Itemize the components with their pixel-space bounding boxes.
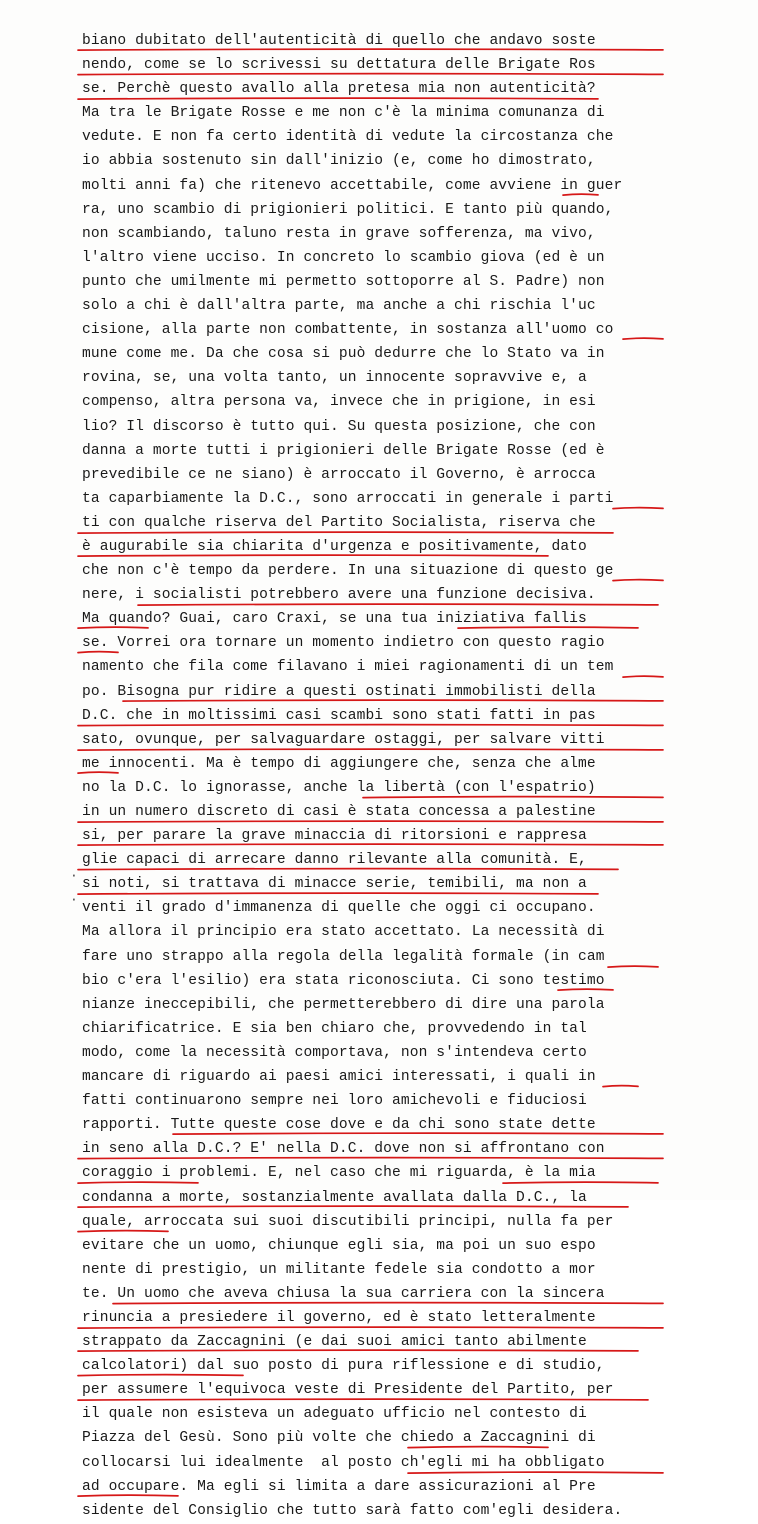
text-line: cisione, alla parte non combattente, in sostanza all'uomo co: [82, 319, 672, 343]
underline-stroke: [408, 1472, 663, 1473]
text-line: po. Bisogna pur ridire a questi ostinati immobilisti della: [82, 681, 672, 705]
underline-stroke: [563, 194, 598, 195]
text-line: fare uno strappo alla regola della legalità formale (in cam: [82, 946, 672, 970]
red-underline: [78, 825, 678, 849]
text-line: mancare di riguardo ai paesi amici interessati, i quali in: [82, 1066, 672, 1090]
letter-body: [82, 30, 672, 1524]
underline-stroke: [78, 627, 148, 628]
text-line: vedute. E non fa certo identità di vedute la circostanza che: [82, 129, 614, 146]
text-line: il quale non esisteva un adeguato ufficio nel contesto di: [82, 1406, 587, 1423]
red-underline: [78, 1187, 678, 1211]
text-line: rovina, se, una volta tanto, un innocente sopravvive e, a: [82, 370, 587, 387]
text-line: nere, i socialisti potrebbero avere una funzione decisiva.: [82, 584, 672, 608]
underline-stroke: [608, 966, 658, 967]
text-line: mune come me. Da che cosa si può dedurre che lo Stato va in: [82, 346, 605, 363]
text-line: evitare che un uomo, chiunque egli sia, ma poi un suo espo: [82, 1237, 596, 1254]
underline-stroke: [458, 627, 638, 628]
underline-stroke: [623, 338, 663, 339]
text-line: collocarsi lui idealmente al posto ch'egli mi ha obbligato: [82, 1452, 672, 1476]
underline-stroke: [78, 74, 663, 75]
red-underline: [78, 1066, 678, 1090]
text-line: ad occupare. Ma egli si limita a dare assicurazioni al Pre: [82, 1476, 672, 1500]
underline-stroke: [78, 844, 663, 845]
text-line: prevedibile ce ne siano) è arroccato il Governo, è arrocca: [82, 466, 596, 483]
text-line: venti il grado d'immanenza di quelle che oggi ci occupano.: [82, 900, 596, 917]
red-underline: [78, 560, 678, 584]
text-line: biano dubitato dell'autenticità di quello che andavo soste: [82, 30, 672, 54]
underline-stroke: [623, 677, 663, 678]
text-line: quale, arroccata sui suoi discutibili principi, nulla fa per: [82, 1211, 672, 1235]
red-underline: [78, 488, 678, 512]
underline-stroke: [78, 724, 663, 725]
red-underline: [78, 681, 678, 705]
text-line: glie capaci di arrecare danno rilevante alla comunità. E,: [82, 849, 672, 873]
text-line: ta caparbiamente la D.C., sono arroccati in generale i parti: [82, 488, 672, 512]
underline-stroke: [603, 1086, 638, 1087]
underline-stroke: [78, 1327, 663, 1328]
text-line: solo a chi è dall'altra parte, ma anche a chi rischia l'uc: [82, 298, 596, 315]
text-line: condanna a morte, sostanzialmente avallata dalla D.C., la: [82, 1187, 672, 1211]
red-underline: [78, 1427, 678, 1451]
red-underline: [78, 30, 678, 54]
text-line: modo, come la necessità comportava, non s'intendeva certo: [82, 1044, 587, 1061]
text-line: l'altro viene ucciso. In concreto lo scambio giova (ed è un: [82, 249, 605, 266]
red-underline: [78, 54, 678, 78]
text-line: nianze ineccepibili, che permetterebbero di dire una parola: [82, 996, 605, 1013]
underline-stroke: [78, 869, 618, 870]
text-line: fatti continuarono sempre nei loro amichevoli e fiduciosi: [82, 1093, 587, 1110]
underline-stroke: [613, 580, 663, 581]
text-line: calcolatori) dal suo posto di pura riflessione e di studio,: [82, 1355, 672, 1379]
underline-stroke: [78, 1206, 628, 1207]
red-underline: [78, 656, 678, 680]
text-line: rinuncia a presiedere il governo, ed è stato letteralmente: [82, 1307, 672, 1331]
text-line: se. Vorrei ora tornare un momento indietro con questo ragio: [82, 632, 672, 656]
text-line: si, per parare la grave minaccia di ritorsioni e rappresa: [82, 825, 672, 849]
underline-stroke: [78, 49, 663, 50]
underline-stroke: [78, 652, 118, 653]
red-underline: [78, 873, 678, 897]
red-underline: [78, 777, 678, 801]
text-line: te. Un uomo che aveva chiusa la sua carriera con la sincera: [82, 1283, 672, 1307]
text-line: Ma allora il principio era stato accettato. La necessità di: [82, 924, 605, 941]
red-underline: [78, 536, 678, 560]
text-line: D.C. che in moltissimi casi scambi sono stati fatti in pas: [82, 705, 672, 729]
text-line: in un numero discreto di casi è stata concessa a palestine: [82, 801, 672, 825]
text-line: rapporti. Tutte queste cose dove e da chi sono state dette: [82, 1114, 672, 1138]
red-underline: [78, 512, 678, 536]
red-underline: [78, 1307, 678, 1331]
underline-stroke: [78, 532, 613, 533]
text-line: Piazza del Gesù. Sono più volte che chiedo a Zaccagnini di: [82, 1427, 672, 1451]
text-line: che non c'è tempo da perdere. In una situazione di questo ge: [82, 560, 672, 584]
text-line: si noti, si trattava di minacce serie, temibili, ma non a: [82, 873, 672, 897]
margin-mark: ·: [70, 892, 78, 907]
red-underline: [78, 946, 678, 970]
text-line: se. Perchè questo avallo alla pretesa mia non autenticità?: [82, 78, 672, 102]
underline-stroke: [78, 1495, 178, 1496]
underline-stroke: [123, 700, 663, 701]
underline-stroke: [613, 507, 663, 508]
red-underline: [78, 319, 678, 343]
red-underline: [78, 1283, 678, 1307]
red-underline: [78, 1138, 678, 1162]
text-line: coraggio i problemi. E, nel caso che mi riguarda, è la mia: [82, 1162, 672, 1186]
underline-stroke: [558, 989, 613, 990]
red-underline: [78, 1476, 678, 1500]
underline-stroke: [78, 1230, 168, 1231]
text-line: me innocenti. Ma è tempo di aggiungere che, senza che alme: [82, 753, 672, 777]
red-underline: [78, 1355, 678, 1379]
underline-stroke: [78, 1183, 198, 1184]
underline-stroke: [78, 98, 598, 99]
text-line: io abbia sostenuto sin dall'inizio (e, come ho dimostrato,: [82, 153, 596, 170]
red-underline: [78, 584, 678, 608]
underline-stroke: [363, 797, 663, 798]
text-line: bio c'era l'esilio) era stata riconosciuta. Ci sono testimo: [82, 970, 672, 994]
text-line: per assumere l'equivoca veste di Presidente del Partito, per: [82, 1379, 672, 1403]
text-line: punto che umilmente mi permetto sottoporre al S. Padre) non: [82, 273, 605, 290]
text-line: chiarificatrice. E sia ben chiaro che, provvedendo in tal: [82, 1020, 587, 1037]
red-underline: [78, 1331, 678, 1355]
underline-stroke: [78, 1158, 663, 1159]
red-underline: [78, 970, 678, 994]
underline-stroke: [113, 1303, 663, 1304]
text-line: ra, uno scambio di prigionieri politici. E tanto più quando,: [82, 201, 614, 218]
underline-stroke: [78, 772, 118, 773]
text-line: namento che fila come filavano i miei ragionamenti di un tem: [82, 656, 672, 680]
underline-stroke: [503, 1183, 658, 1184]
underline-stroke: [138, 604, 658, 605]
text-line: compenso, altra persona va, invece che in prigione, in esi: [82, 394, 596, 411]
text-line: in seno alla D.C.? E' nella D.C. dove non si affrontano con: [82, 1138, 672, 1162]
red-underline: [78, 1452, 678, 1476]
underline-stroke: [408, 1447, 548, 1448]
text-line: è augurabile sia chiarita d'urgenza e positivamente, dato: [82, 536, 672, 560]
text-line: lio? Il discorso è tutto qui. Su questa posizione, che con: [82, 418, 596, 435]
red-underline: [78, 849, 678, 873]
red-underline: [78, 801, 678, 825]
red-underline: [78, 175, 678, 199]
red-underline: [78, 632, 678, 656]
text-line: sato, ovunque, per salvaguardare ostaggi, per salvare vitti: [82, 729, 672, 753]
red-underline: [78, 729, 678, 753]
margin-mark: ·: [70, 868, 78, 883]
text-line: no la D.C. lo ignorasse, anche la libertà (con l'espatrio): [82, 777, 672, 801]
underline-stroke: [78, 893, 598, 894]
text-line: nente di prestigio, un militante fedele sia condotto a mor: [82, 1261, 596, 1278]
underline-stroke: [173, 1133, 663, 1134]
text-line: molti anni fa) che ritenevo accettabile, come avviene in guer: [82, 175, 672, 199]
underline-stroke: [78, 1350, 638, 1351]
red-underline: [78, 608, 678, 632]
text-line: Ma tra le Brigate Rosse e me non c'è la minima comunanza di: [82, 105, 605, 122]
text-line: sidente del Consiglio che tutto sarà fatto com'egli desidera.: [82, 1502, 623, 1519]
text-line: danna a morte tutti i prigionieri delle Brigate Rosse (ed è: [82, 442, 605, 459]
red-underline: [78, 1211, 678, 1235]
text-line: ti con qualche riserva del Partito Socialista, riserva che: [82, 512, 672, 536]
red-underline: [78, 753, 678, 777]
underline-stroke: [78, 1399, 648, 1400]
underline-stroke: [78, 749, 663, 750]
text-line: nendo, come se lo scrivessi su dettatura delle Brigate Ros: [82, 54, 672, 78]
text-line: non scambiando, taluno resta in grave sofferenza, ma vivo,: [82, 225, 596, 242]
red-underline: [78, 78, 678, 102]
red-underline: [78, 1162, 678, 1186]
red-underline: [78, 1379, 678, 1403]
text-line: strappato da Zaccagnini (e dai suoi amici tanto abilmente: [82, 1331, 672, 1355]
underline-stroke: [78, 555, 548, 556]
text-line: Ma quando? Guai, caro Craxi, se una tua iniziativa fallis: [82, 608, 672, 632]
underline-stroke: [78, 1375, 243, 1376]
red-underline: [78, 705, 678, 729]
underline-stroke: [78, 821, 663, 822]
red-underline: [78, 1114, 678, 1138]
